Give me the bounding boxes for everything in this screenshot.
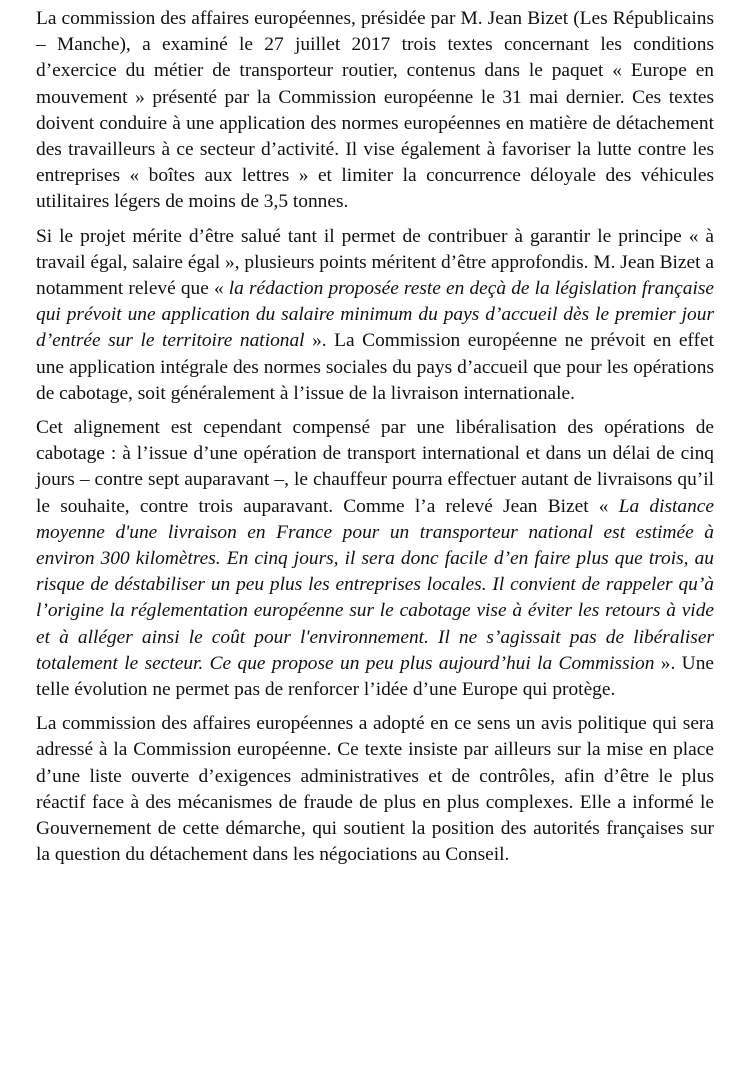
paragraph-cabotage-rest: ». Une telle évolution ne permet pas de renforcer l’idée d’une Europe qui protège. xyxy=(36,652,714,701)
paragraph-examination: La commission des affaires européennes, présidée par M. Jean Bizet (Les Républicains – Manche), a examiné le 27 juillet 2017 trois textes concernant les conditions d’exercice du métier de transporteur routier, contenus dans le paquet « Europe en mouvement » présenté par la Commission européenne le 31 mai dernier. Ces textes doivent conduire à une application des normes européennes en matière de détachement des travailleurs à ce secteur d’activité. Il vise également à favoriser la lutte contre les entreprises « boîtes aux lettres » et limiter la concurrence déloyale des véhicules utilitaires légers de moins de 3,5 tonnes. xyxy=(36,8,714,213)
paragraph-political-opinion: La commission des affaires européennes a adopté en ce sens un avis politique qui sera adressé à la Commission européenne. Ce texte insiste par ailleurs sur la mise en place d’une liste ouverte d’exigences administratives et de contrôles, afin d’être le plus réactif face à des mécanismes de fraude de plus en plus complexes. Elle a informé le Gouvernement de cette démarche, qui soutient la position des autorités françaises sur la question du détachement dans les négociations au Conseil. xyxy=(36,713,714,866)
quote-french-legislation: la rédaction proposée reste en deçà de la législation française qui prévoit une application du salaire minimum du pays d’accueil dès le premier jour d’entrée sur le territoire national xyxy=(36,278,714,352)
paragraph-salary-principle-intro: Si le projet mérite d’être salué tant il permet de contribuer à garantir le principe « à travail égal, salaire égal », plusieurs points méritent d’être approfondis. M. Jean Bizet a notamment relevé que « xyxy=(36,225,714,300)
paragraph-cabotage-intro: Cet alignement est cependant compensé par une libéralisation des opérations de cabotage : à l’issue d’une opération de transport international et dans un délai de cinq jours – contre sept auparavant –, le chauffeur pourra effectuer autant de livraisons qu’il le souhaite, contre trois auparavant. Comme l’a relevé Jean Bizet « xyxy=(36,417,714,517)
quote-delivery-distance: La distance moyenne d'une livraison en France pour un transporteur national est estimée à environ 300 kilomètres. En cinq jours, il sera donc facile d’en faire plus que trois, au risque de déstabiliser un peu plus les entreprises locales. Il convient de rappeler qu’à l’origine la réglementation européenne sur le cabotage vise à éviter les retours à vide et à alléger ainsi le coût pour l'environnement. Il ne s’agissait pas de libéraliser totalement le secteur. Ce que propose un peu plus aujourd’hui la Commission xyxy=(36,495,714,674)
paragraph-salary-principle xyxy=(36,224,714,407)
paragraph-salary-principle-rest: ». La Commission européenne ne prévoit en effet une application intégrale des normes sociales du pays d’accueil que pour les opérations de cabotage, soit généralement à l’issue de la livraison internationale. xyxy=(36,330,714,404)
paragraph-cabotage xyxy=(36,415,714,703)
